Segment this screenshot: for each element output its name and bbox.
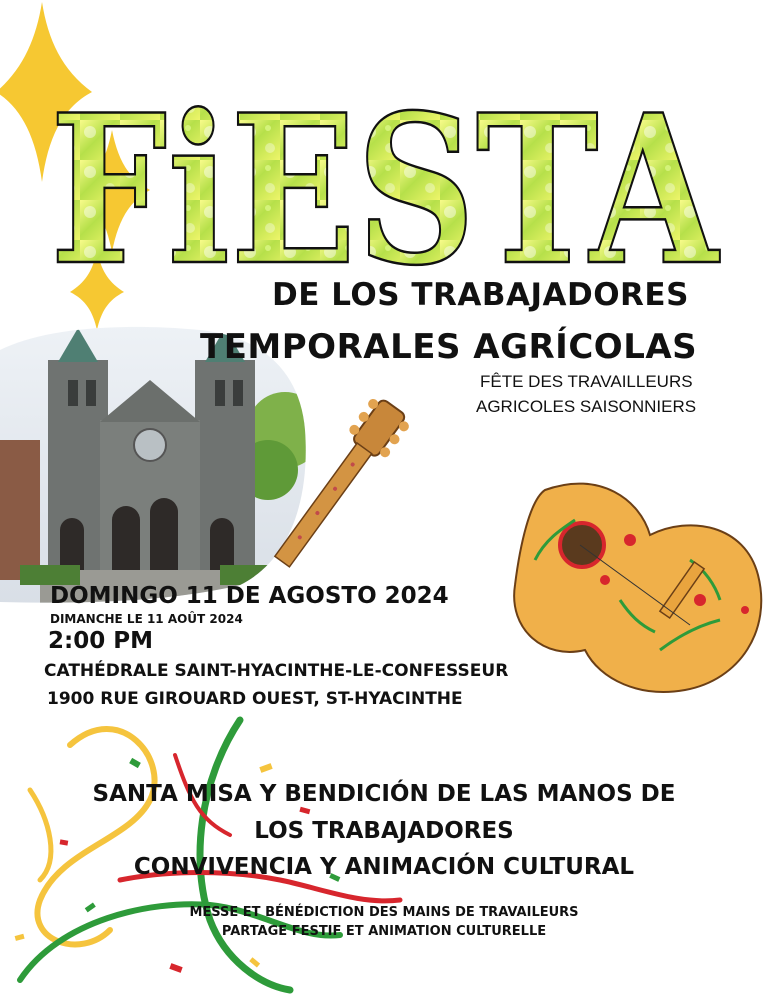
event-time: 2:00 PM [48,628,153,654]
activities-line-2: LOS TRABAJADORES [254,818,514,844]
headline-line-2: TEMPORALES AGRÍCOLAS [200,327,698,367]
activities-fr-line-2: PARTAGE FESTIF ET ANIMATION CULTURELLE [221,924,547,939]
activities-line-3: CONVIVENCIA Y ANIMACIÓN CULTURAL [133,854,635,880]
subtitle-fr-line-2: AGRICOLES SAISONNIERS [476,397,697,416]
event-date-fr: DIMANCHE LE 11 AOÛT 2024 [50,612,243,626]
event-address: 1900 RUE GIROUARD OUEST, ST-HYACINTHE [47,689,463,709]
title-fiesta: FiESTA [50,71,721,311]
subtitle-fr-line-1: FÊTE DES TRAVAILLEURS [480,372,693,391]
event-location: CATHÉDRALE SAINT-HYACINTHE-LE-CONFESSEUR [44,661,509,681]
guitar-icon [263,393,762,692]
headline-line-1: DE LOS TRABAJADORES [272,277,689,313]
activities-fr-line-1: MESSE ET BÉNÉDICTION DES MAINS DE TRAVAILEURS [189,905,579,920]
activities-line-1: SANTA MISA Y BENDICIÓN DE LAS MANOS DE [92,781,676,807]
event-date: DOMINGO 11 DE AGOSTO 2024 [50,583,449,609]
